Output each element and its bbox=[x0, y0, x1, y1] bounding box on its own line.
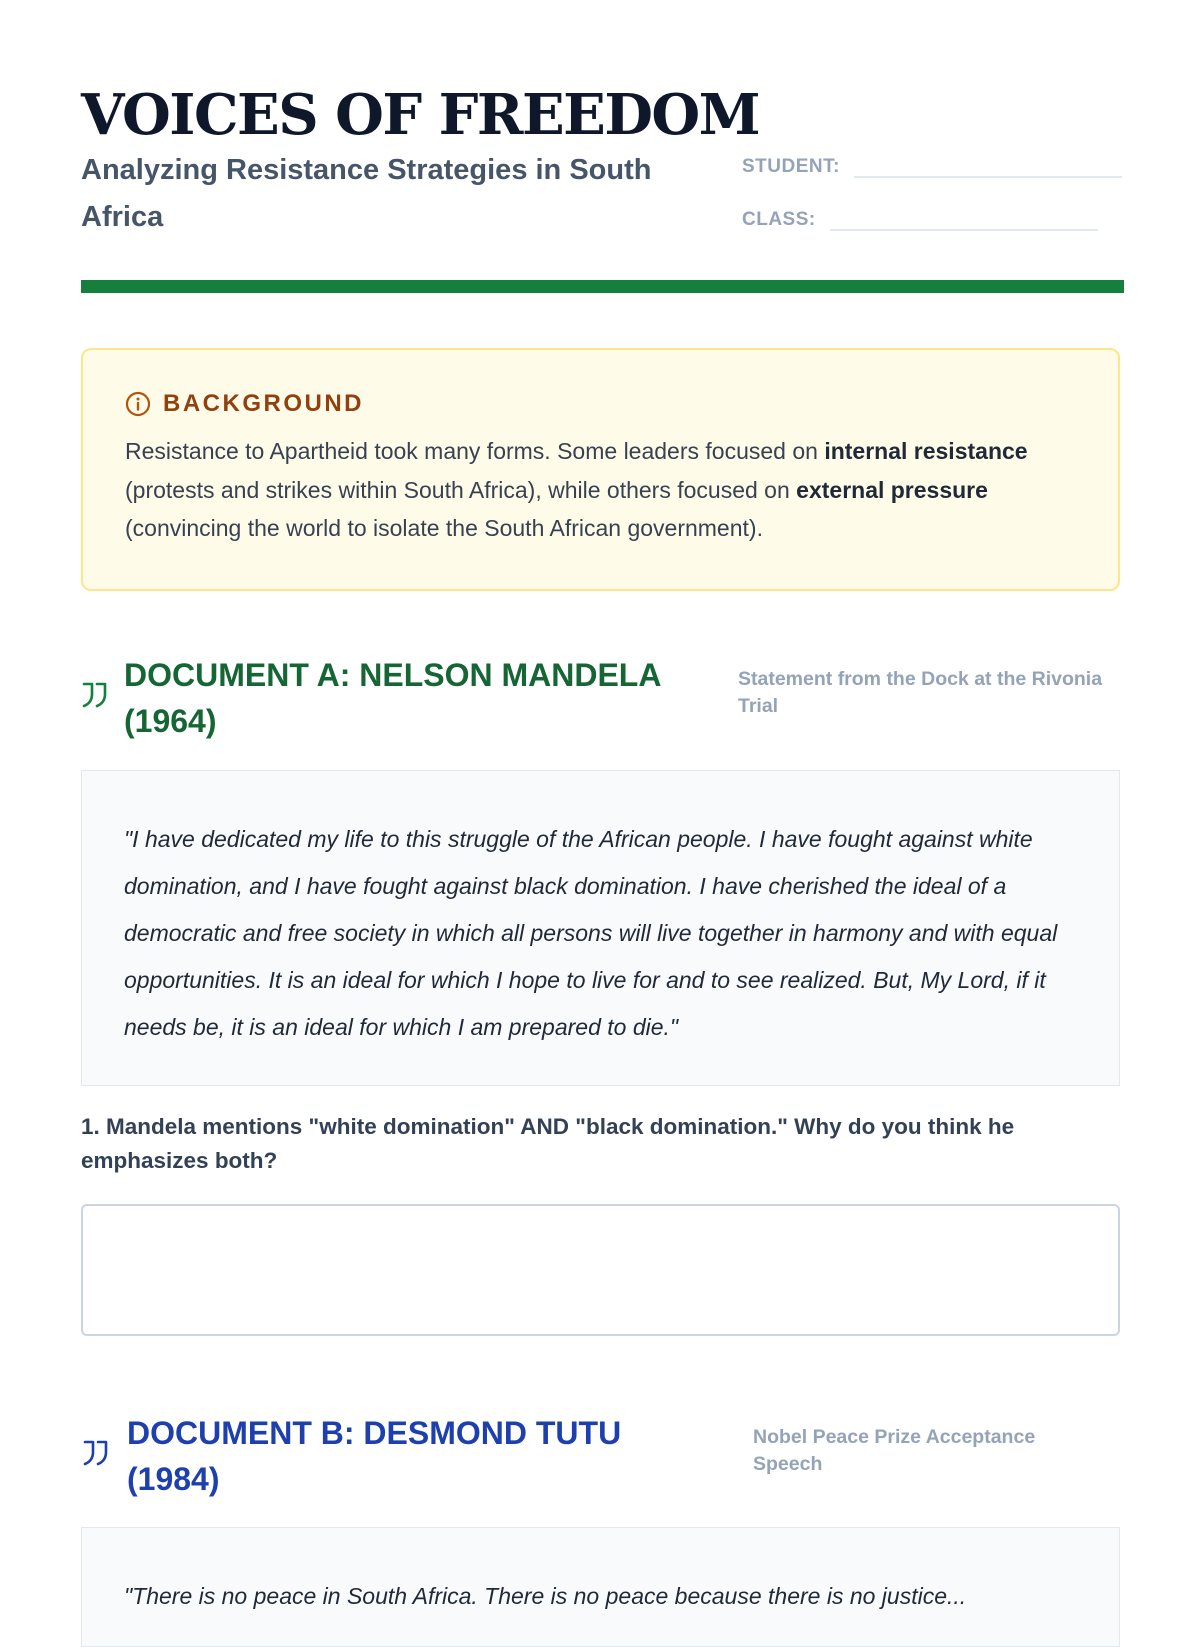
question-1: 1. Mandela mentions "white domination" AND "black domination." Why do you think he emphasizes both? bbox=[81, 1114, 1015, 1173]
student-label: STUDENT: bbox=[742, 156, 840, 177]
background-text-part: (protests and strikes within South Africa), while others focused on bbox=[125, 476, 797, 503]
document-a-quote: "I have dedicated my life to this struggle of the African people. I have fought against white domination, and I have fought against black domination. I have cherished the ideal of a democratic and free society in which all persons will live together in harmony and with equal opportunities. It is an ideal for which I hope to live for and to see realized. But, My Lord, if it needs be, it is an ideal for which I am prepared to die." bbox=[124, 826, 1058, 1040]
background-header bbox=[125, 390, 1076, 418]
background-text bbox=[125, 432, 1076, 548]
document-b-quote: "There is no peace in South Africa. There is no peace because there is no justice... bbox=[124, 1583, 967, 1609]
document-b-source: Nobel Peace Prize Acceptance Speech bbox=[753, 1426, 1036, 1475]
info-circle-icon bbox=[125, 391, 151, 417]
background-text-part: (convincing the world to isolate the South African government). bbox=[125, 515, 763, 541]
class-field-row bbox=[742, 207, 1098, 231]
question-1-answer-box[interactable] bbox=[81, 1204, 1120, 1336]
page-subtitle: Analyzing Resistance Strategies in South Africa bbox=[81, 154, 652, 233]
quote-icon bbox=[81, 682, 109, 708]
background-emphasis-internal: internal resistance bbox=[824, 438, 1028, 464]
document-a-header bbox=[81, 652, 1124, 742]
background-box bbox=[81, 348, 1120, 591]
document-a-source: Statement from the Dock at the Rivonia Trial bbox=[738, 668, 1103, 717]
quote-icon bbox=[81, 1440, 111, 1466]
document-a-quote-box bbox=[81, 770, 1120, 1086]
student-input-line[interactable] bbox=[854, 154, 1122, 178]
class-label: CLASS: bbox=[742, 209, 816, 230]
background-title: BACKGROUND bbox=[163, 390, 364, 417]
document-b-header bbox=[81, 1410, 1124, 1500]
class-input-line[interactable] bbox=[830, 207, 1098, 231]
document-b-title: DOCUMENT B: DESMOND TUTU (1984) bbox=[127, 1415, 622, 1497]
background-text-part: Resistance to Apartheid took many forms. Some leaders focused on bbox=[125, 438, 825, 464]
page-title: VOICES OF FREEDOM bbox=[81, 82, 760, 148]
background-emphasis-external: external pressure bbox=[796, 476, 988, 503]
student-field-row bbox=[742, 154, 1122, 178]
header-divider bbox=[81, 280, 1124, 293]
document-b-quote-box bbox=[81, 1527, 1120, 1647]
document-a-title: DOCUMENT A: NELSON MANDELA (1964) bbox=[124, 657, 661, 739]
